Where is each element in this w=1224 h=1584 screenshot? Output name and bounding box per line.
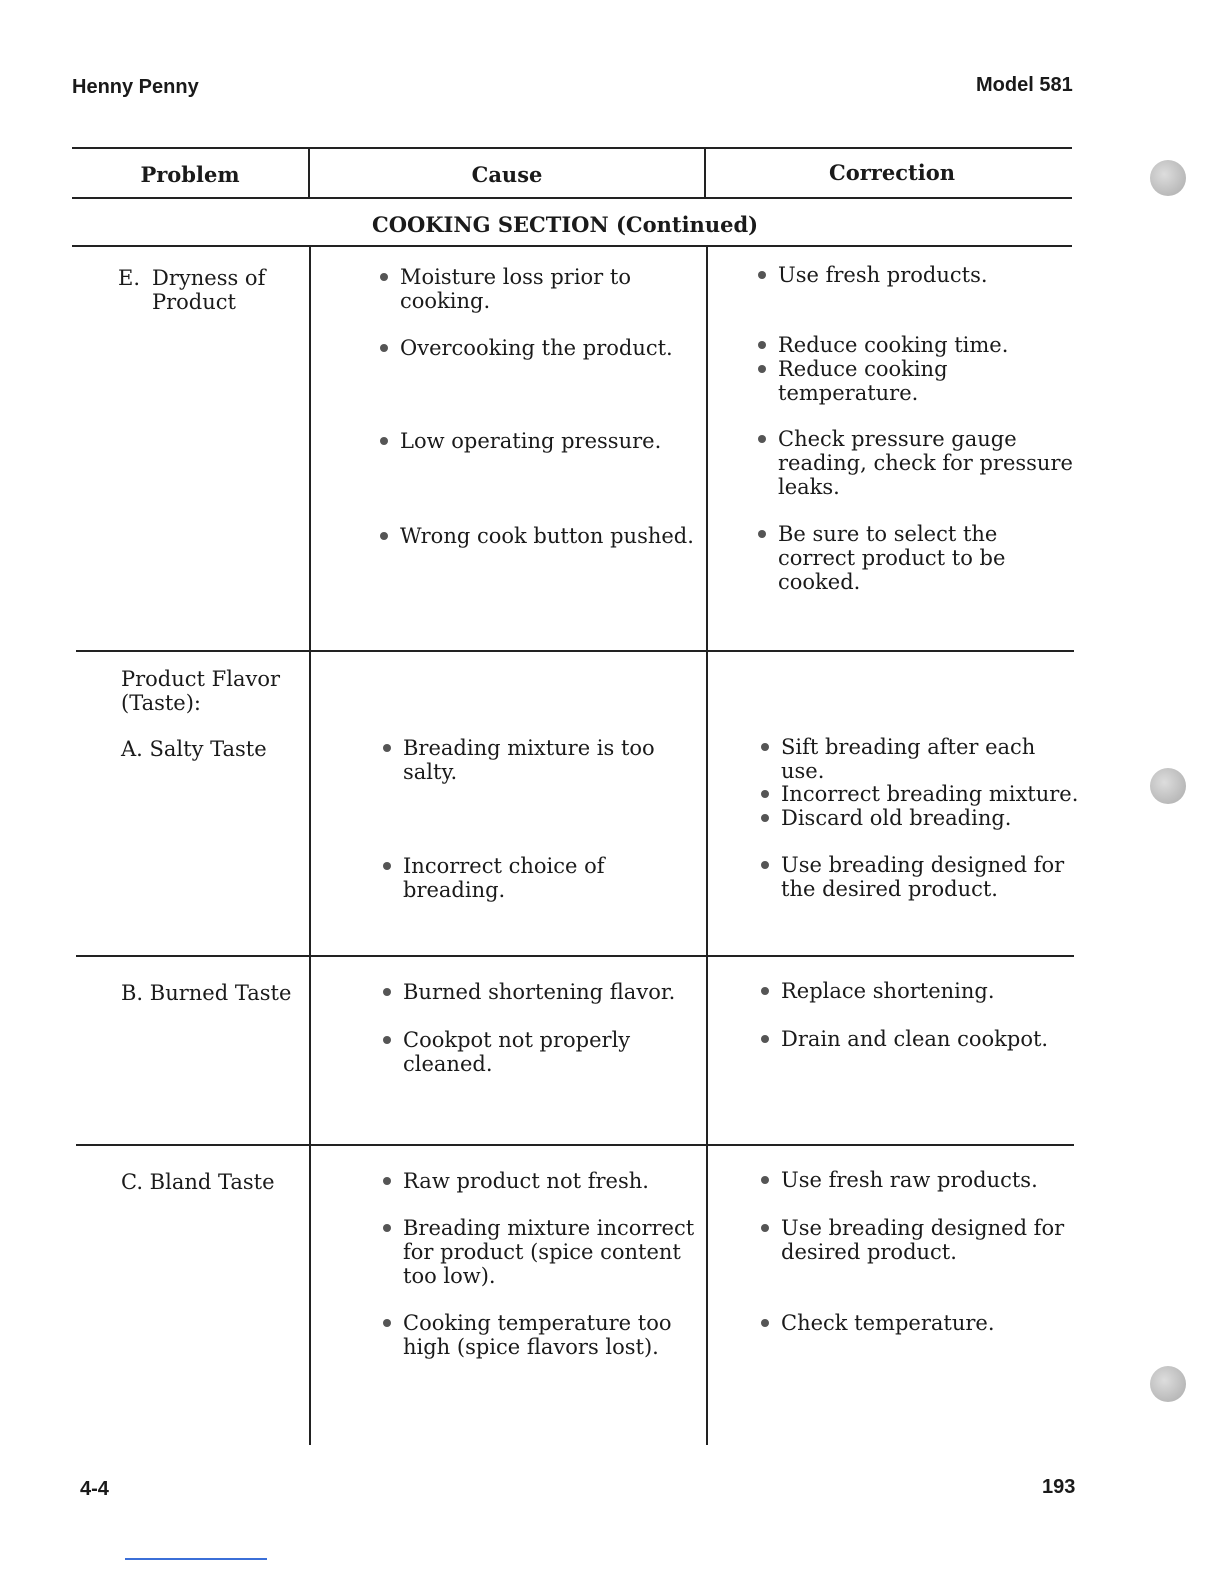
correction-item: Check temperature. — [759, 1311, 1081, 1335]
correction-item: Discard old breading. — [759, 806, 1081, 830]
correction-item: Use fresh products. — [756, 263, 1078, 287]
correction-item: Be sure to select the correct product to be cooked. — [756, 522, 1018, 594]
correction-item: Sift breading after each use. — [759, 735, 1041, 783]
binder-hole — [1150, 160, 1186, 196]
scan-mark — [125, 1558, 267, 1560]
correction-item: Drain and clean cookpot. — [759, 1027, 1081, 1051]
correction-item: Check pressure gauge reading, check for pressure leaks. — [756, 427, 1078, 499]
correction-item: Use breading designed for desired product. — [759, 1216, 1071, 1264]
correction-item: Reduce cooking time. — [756, 333, 1078, 357]
cause-item: Burned shortening flavor. — [381, 980, 703, 1004]
problem-title: C. Bland Taste — [121, 1170, 275, 1194]
cause-item: Wrong cook button pushed. — [378, 524, 710, 548]
correction-item: Incorrect breading mixture. — [759, 782, 1081, 806]
column-header-correction: Correction — [829, 160, 955, 185]
cause-item: Raw product not fresh. — [381, 1169, 703, 1193]
cause-item: Low operating pressure. — [378, 429, 700, 453]
cause-item: Breading mixture incorrect for product (spice content too low). — [381, 1216, 703, 1288]
problem-title-line2: Product — [152, 290, 236, 314]
section-rule — [72, 245, 1072, 247]
section-title: COOKING SECTION (Continued) — [372, 212, 759, 237]
column-header-cause: Cause — [471, 162, 543, 187]
correction-item: Replace shortening. — [759, 979, 1081, 1003]
row-rule — [76, 955, 1074, 957]
cause-item: Cookpot not properly cleaned. — [381, 1028, 653, 1076]
binder-hole — [1150, 768, 1186, 804]
problem-title: B. Burned Taste — [121, 981, 292, 1005]
table-top-rule — [72, 147, 1072, 149]
row-rule — [76, 1144, 1074, 1146]
column-header-problem: Problem — [140, 162, 240, 187]
cause-item: Breading mixture is too salty. — [381, 736, 673, 784]
problem-letter: E. — [118, 266, 141, 290]
binder-hole — [1150, 1366, 1186, 1402]
row-rule — [76, 650, 1074, 652]
brand-name: Henny Penny — [72, 76, 199, 98]
cause-item: Moisture loss prior to cooking. — [378, 265, 680, 313]
problem-title-line1: Dryness of — [152, 266, 266, 290]
column-divider — [706, 245, 708, 1445]
page-number: 193 — [1042, 1476, 1076, 1498]
correction-item: Use fresh raw products. — [759, 1168, 1081, 1192]
correction-item: Use breading designed for the desired product. — [759, 853, 1071, 901]
cause-item: Incorrect choice of breading. — [381, 854, 643, 902]
cause-item: Cooking temperature too high (spice flavors lost). — [381, 1311, 683, 1359]
header-rule — [72, 197, 1072, 199]
section-page-number: 4-4 — [80, 1478, 109, 1500]
model-number: Model 581 — [976, 74, 1073, 96]
column-divider — [309, 245, 311, 1445]
correction-item: Reduce cooking temperature. — [756, 357, 968, 405]
cause-item: Overcooking the product. — [378, 336, 700, 360]
flavor-heading: Product Flavor (Taste): — [121, 667, 281, 715]
problem-title: A. Salty Taste — [121, 737, 267, 761]
